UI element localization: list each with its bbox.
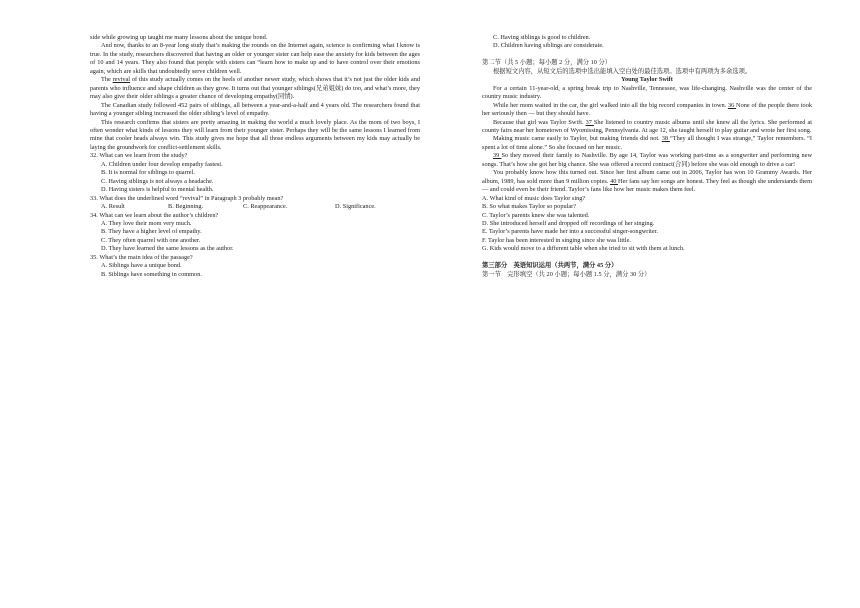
passage-paragraph: And now, thanks to an 8-year long study that’s making the rounds on the Internet again, science is confirming what I know is true. In the study, researchers discovered that having an older or younger sister can help ease the anxiety for kids between the ages of 10 and 14 years. They also found that people with sisters can “learn how to make up and to have control over their emotions again, which are skills that undoubtedly serve children well.: [90, 42, 420, 75]
passage-paragraph: This research confirms that sisters are pretty amazing in making the world a much lovely place. As the mom of two boys, I often wonder what kinds of lessons they will learn from their younger sister. Perhaps they will be the same lessons I learned from mine that cooler heads always win. This study gives me hope that all those endless arguments between my kids may actually be laying the groundwork for conflict-settlement skills.: [90, 118, 420, 151]
option: C. They often quarrel with one another.: [101, 236, 201, 244]
question: 35. What’s the main idea of the passage?: [90, 253, 193, 261]
question: 33. What does the underlined word “revival” in Paragraph 3 probably mean?: [90, 194, 284, 202]
left-column: [90, 34, 420, 279]
option: B. Beginning.: [168, 203, 204, 211]
option: D. Children having siblings are considerate.: [493, 42, 604, 50]
blank-36: 36: [727, 101, 737, 109]
passage-paragraph: 39 So they moved their family to Nashville. By age 14, Taylor was working part-time as a songwriter and performing new songs. That’s how she got her big chance. She was offered a record contract(合同) before she was old enough to drive a car!: [482, 152, 812, 168]
passage-paragraph: You probably know how this turned out. Since her first album came out in 2006, Taylor has won 10 Grammy Awards. Her album, 1989, has sold more than 9 million copies. 40 Her fans say her songs are honest. They feel as though she understands them — and could even be their friend. Taylor’s fans like how her music makes them feel.: [482, 169, 813, 194]
blank-39: 39: [493, 152, 502, 160]
section-heading: 第二节（共 5 小题；每小题 2 分，满分 10 分）: [482, 59, 612, 67]
option: D. They have learned the same lessons as the author.: [101, 245, 234, 253]
passage-paragraph: For a certain 11-year-old, a spring break trip to Nashville, Tennessee, was life-changing. Nashville was the center of the country music industry.: [482, 84, 812, 101]
section-heading: 第一节 完形填空（共 20 小题；每小题 1.5 分，满分 30 分）: [482, 270, 651, 278]
choice-option: A. What kind of music does Taylor sing?: [482, 194, 586, 202]
option: D. Significance.: [335, 203, 376, 211]
blank-38: 38: [661, 135, 670, 143]
passage-paragraph: Making music came easily to Taylor, but making friends did not. 38 “They all thought I was strange,” Taylor remembers. “I spent a lot of time alone.” So she focused on her music.: [482, 135, 812, 151]
option: A. Result: [101, 203, 125, 211]
choice-option: F. Taylor has been interested in singing since she was little.: [482, 236, 631, 244]
option: C. Having siblings is good to children.: [493, 34, 591, 41]
option: C. Having siblings is not always a headache.: [101, 177, 214, 185]
choice-option: G. Kids would move to a different table when she tried to sit with them at lunch.: [482, 245, 685, 253]
passage-paragraph: Because that girl was Taylor Swift. 37 She listened to country music albums until she knew all the lyrics. She performed at county fairs near her hometown of Wyomissing, Pennsylvania. At age 12, she taught herself to play guitar and wrote her first song.: [482, 118, 813, 134]
choice-option: B. So what makes Taylor so popular?: [482, 203, 577, 211]
option: B. They have a higher level of empathy.: [101, 228, 202, 236]
passage-paragraph: The Canadian study followed 452 pairs of siblings, all between a year-and-a-half and 4 years old. The researchers found that having a younger sibling increased the older sibling’s level of empathy.: [90, 101, 420, 118]
option: D. Having sisters is helpful to mental health.: [101, 186, 214, 194]
choice-option: D. She introduced herself and dropped off recordings of her singing.: [482, 219, 655, 227]
question: 34. What can we learn about the author’s children?: [90, 211, 219, 219]
option: C. Reappearance.: [243, 203, 288, 211]
option: B. Siblings have something in common.: [101, 270, 202, 278]
passage-paragraph: The revival of this study actually comes on the heels of another newer study, which shows that it’s not just the older kids and parents who influence and shape children as they grow. It turns out that younger siblings(兄弟姐妹) do too, and what’s more, they may also give their older siblings a greater chance of developing empathy(同情).: [90, 76, 420, 101]
underlined-word: revival: [112, 76, 131, 84]
choice-option: C. Taylor’s parents knew she was talented.: [482, 211, 590, 219]
option: A. They love their mom very much.: [101, 219, 192, 227]
option: B. It is normal for siblings to quarrel.: [101, 169, 195, 177]
option-row: [90, 203, 420, 211]
blank-37: 37: [585, 118, 594, 126]
part-heading: 第三部分 英语知识运用（共两节，满分 45 分）: [482, 262, 618, 270]
option: A. Children under four develop empathy fastest.: [101, 160, 223, 168]
choice-option: E. Taylor’s parents have made her into a successful singer-songwriter.: [482, 228, 658, 236]
right-column: [482, 34, 812, 279]
option: A. Siblings have a unique bond.: [101, 262, 182, 270]
passage-line: side while growing up taught me many lessons about the unique bond.: [90, 34, 268, 41]
passage-paragraph: While her mom waited in the car, the girl walked into all the big record companies in town. 36 None of the people there took her seriously then — but they should have.: [482, 101, 812, 118]
question: 32. What can we learn from the study?: [90, 152, 188, 160]
passage-title: Young Taylor Swift: [621, 76, 673, 84]
blank-40: 40: [610, 177, 619, 185]
instructions: 根据短文内容，从短文后的选项中选出能填入空白处的最佳选项。选项中有两项为多余选项。: [493, 67, 752, 75]
